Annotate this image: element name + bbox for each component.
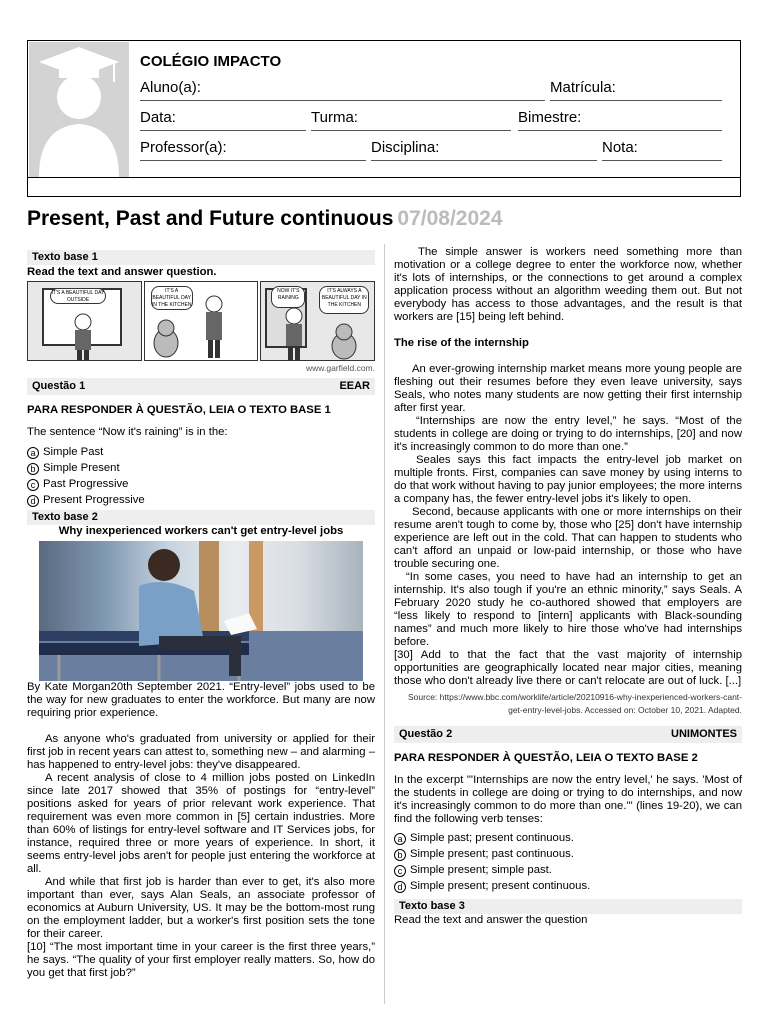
title-date: 07/08/2024	[397, 207, 503, 230]
option-letter: b	[27, 463, 39, 475]
man-sitting-icon	[109, 541, 259, 681]
column-divider	[384, 244, 385, 1004]
garfield-figure-icon	[329, 322, 359, 360]
header-form	[28, 41, 740, 178]
question-2-directive: PARA RESPONDER À QUESTÃO, LEIA O TEXTO BASE 2	[394, 752, 698, 764]
photo-waiting-man	[39, 541, 363, 681]
option-letter: a	[394, 833, 406, 845]
comic-panel-1	[27, 281, 142, 361]
article-paragraph: [10] “The most important time in your career is the first three years,” he says. “The quality of your first employer really matters. So, how do you get that first job?”	[27, 941, 375, 979]
graduate-avatar-icon	[29, 42, 129, 177]
article-paragraph: Seales says this fact impacts the entry-level job market on multiple fronts. First, companies can save money by using interns to do that work without having to pay junior employees; the more interns a company has, the fewer entry-level jobs it's likely to open.	[394, 454, 742, 505]
garfield-figure-icon	[151, 318, 181, 358]
aluno-field[interactable]	[140, 79, 545, 101]
aluno-label: Aluno(a):	[140, 79, 201, 96]
option-letter: d	[27, 495, 39, 507]
option-a[interactable]	[27, 446, 375, 459]
option-text: Simple Past	[43, 446, 104, 458]
article-paragraph: And while that first job is harder than ever to get, it's also more important than ever, says Alan Seals, an associate professor of economics at Auburn University, US. It may be the bottom-most rung on the employment ladder, but a worker's first position sets the tone for their career.	[27, 876, 375, 940]
jon-figure-icon	[279, 306, 309, 360]
article-paragraph: [30] Add to that the fact that the vast majority of internship opportunities are geographically located near major cities, meaning those who don't already live there or can't relocate are out of luck. [...]	[394, 649, 742, 687]
option-b[interactable]	[27, 462, 375, 475]
professor-label: Professor(a):	[140, 139, 227, 156]
page-title	[27, 207, 503, 231]
matricula-label: Matrícula:	[550, 79, 616, 96]
matricula-field[interactable]	[550, 79, 722, 101]
jon-figure-icon	[68, 312, 98, 360]
comic-strip	[27, 281, 375, 361]
question-2-options	[394, 832, 742, 893]
option-text: Simple present; present continuous.	[410, 880, 591, 892]
question-1-label: Questão 1	[32, 380, 86, 392]
option-letter: c	[394, 865, 406, 877]
comic-source: www.garfield.com.	[306, 363, 375, 373]
nota-label: Nota:	[602, 139, 638, 156]
article-subhead: The rise of the internship	[394, 337, 529, 349]
article-paragraph: As anyone who's graduated from university or applied for their first job in recent years can attest to, something new – and alarming – has happened to entry-level jobs: they've disappeared.	[27, 733, 375, 771]
option-text: Simple past; present continuous.	[410, 832, 574, 844]
option-c[interactable]	[27, 478, 375, 491]
nota-field[interactable]	[602, 139, 722, 161]
header-box	[27, 40, 741, 197]
option-text: Simple present; simple past.	[410, 864, 552, 876]
left-column	[27, 250, 375, 980]
disciplina-field[interactable]	[371, 139, 597, 161]
option-c[interactable]	[394, 864, 742, 877]
speech-bubble: IT'S A BEAUTIFUL DAY OUTSIDE	[51, 290, 105, 303]
question-2-label: Questão 2	[399, 728, 453, 740]
question-1-directive: PARA RESPONDER À QUESTÃO, LEIA O TEXTO BASE 1	[27, 404, 331, 416]
comic-panel-2	[144, 281, 259, 361]
article-paragraph: “In some cases, you need to have had an internship to get an internship. It's also tough if you're an ethnic minority,” says Seals. A February 2020 study he co-authored showed that employers are “less likely to respond to [intern] applicants with Black-sounding names” and much more likely to hire those who've had internships before.	[394, 571, 742, 648]
article-paragraph: The simple answer is workers need something more than motivation or a college degree to enter the workforce now, whether it's lots of internships, or the connections to get around a complex application process without an algorithm weeding them out. But not everybody has access to those advantages, and the result is that workers are [15] being left behind.	[394, 246, 742, 323]
option-text: Present Progressive	[43, 494, 145, 506]
texto3-label: Texto base 3	[394, 899, 742, 914]
disciplina-label: Disciplina:	[371, 139, 440, 156]
right-column	[394, 246, 742, 927]
turma-field[interactable]	[311, 109, 511, 131]
article-source: Source: https://www.bbc.com/worklife/article/20210916-why-inexperienced-workers-cant-get-entry-level-jobs. Accessed on: October 10, 2021. Adapted.	[407, 692, 742, 715]
title-text: Present, Past and Future continuous	[27, 207, 394, 230]
option-text: Simple present; past continuous.	[410, 848, 574, 860]
jon-figure-icon	[199, 294, 229, 360]
option-text: Past Progressive	[43, 478, 129, 490]
question-2-header	[394, 726, 742, 743]
option-letter: c	[27, 479, 39, 491]
option-text: Simple Present	[43, 462, 120, 474]
bimestre-field[interactable]	[518, 109, 722, 131]
data-label: Data:	[140, 109, 176, 126]
article-paragraph: An ever-growing internship market means more young people are fleshing out their resumes before they even leave university, says Seals, who notes many students are now getting their first internship after first year.	[394, 363, 742, 414]
option-b[interactable]	[394, 848, 742, 861]
speech-bubble: IT'S ALWAYS A BEAUTIFUL DAY IN THE KITCHEN	[319, 286, 369, 314]
article-paragraph: “Internships are now the entry level,” he says. “Most of the students in college are doing or trying to do internships, [20] and now it's increasingly common to do more than one.”	[394, 415, 742, 453]
option-letter: a	[27, 447, 39, 459]
article-paragraph: Second, because applicants with one or more internships on their resume aren't tough to come by, those who [25] don't have internship experience are left out in the cold. That can happen to students who can't afford an unpaid or low-paid internship, or those who have trouble securing one.	[394, 506, 742, 570]
article-paragraph: A recent analysis of close to 4 million jobs posted on LinkedIn since late 2017 showed that 35% of postings for “entry-level” positions asked for years of prior relevant work experience. That requirement was even more common in [5] certain industries. More than 60% of listings for entry-level software and IT Services jobs, for instance, required three or more years of experience. In short, it seems entry-level jobs aren't for people just entering the workforce at all.	[27, 772, 375, 875]
school-name: COLÉGIO IMPACTO	[140, 53, 282, 70]
question-1-source: EEAR	[339, 380, 370, 392]
turma-label: Turma:	[311, 109, 358, 126]
bimestre-label: Bimestre:	[518, 109, 582, 126]
option-a[interactable]	[394, 832, 742, 845]
question-1-header	[27, 378, 375, 395]
option-d[interactable]	[27, 494, 375, 507]
data-field[interactable]	[140, 109, 306, 131]
texto2-label: Texto base 2	[27, 510, 375, 525]
speech-bubble: NOW IT'S RAINING	[271, 286, 305, 308]
question-1-options	[27, 446, 375, 507]
question-2-source: UNIMONTES	[671, 728, 737, 740]
speech-bubble: IT'S A BEAUTIFUL DAY IN THE KITCHEN	[151, 288, 192, 308]
option-letter: d	[394, 881, 406, 893]
option-d[interactable]	[394, 880, 742, 893]
comic-panel-3	[260, 281, 375, 361]
professor-field[interactable]	[140, 139, 366, 161]
texto1-label: Texto base 1	[27, 250, 375, 265]
texto1-instruction: Read the text and answer question.	[27, 266, 217, 278]
question-1-stem: The sentence “Now it's raining” is in the:	[27, 426, 228, 438]
texto2-headline: Why inexperienced workers can't get entry-level jobs	[58, 525, 344, 537]
question-2-stem: In the excerpt "'Internships are now the entry level,' he says. 'Most of the students in college are doing or trying to do internships, and now it's increasingly common to do more than one.'" (lines 19-20), we can find the following verb tenses:	[394, 774, 742, 825]
article-paragraph: By Kate Morgan20th September 2021. “Entry-level” jobs used to be the way for new graduates to enter the workforce. But many are now requiring prior experience.	[27, 681, 375, 719]
option-letter: b	[394, 849, 406, 861]
texto3-instruction: Read the text and answer the question	[394, 914, 588, 926]
